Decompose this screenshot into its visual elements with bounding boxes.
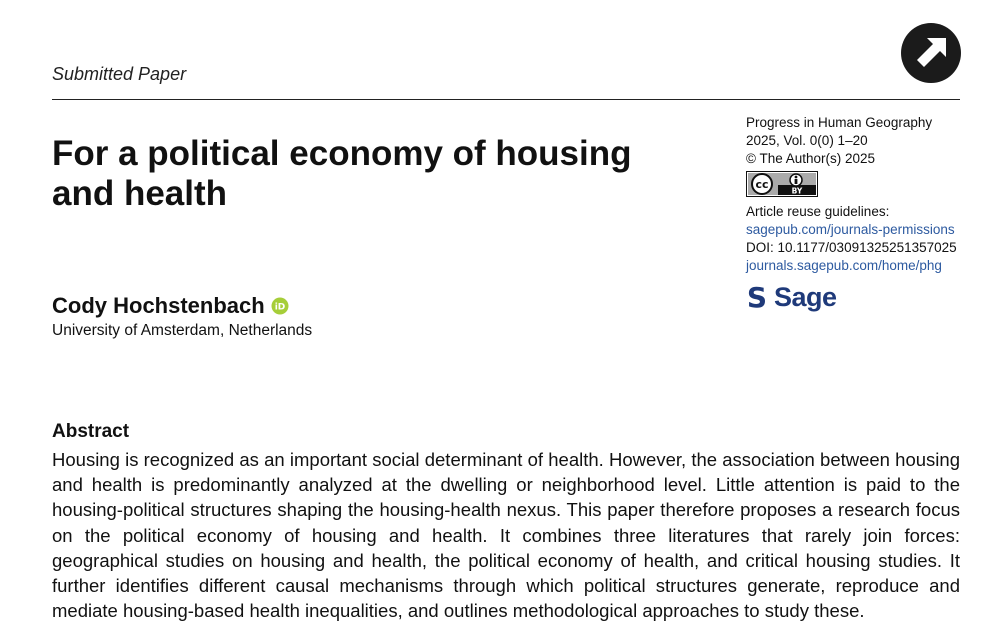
journal-name: Progress in Human Geography: [746, 115, 933, 130]
journal-home-link[interactable]: journals.sagepub.com/home/phg: [746, 258, 942, 273]
reuse-guidelines-label: Article reuse guidelines:: [746, 204, 890, 219]
sage-logo: [746, 283, 996, 311]
sage-wordmark: Sage: [774, 282, 837, 312]
header-divider: [52, 99, 960, 100]
cc-badge-left-text: cc: [755, 178, 769, 191]
abstract-text: Housing is recognized as an important social determinant of health. However, the association between housing and health is predominantly analyzed at the dwelling or neighborhood level. Little attention is paid to the housing-political structures shaping the housing-health nexus. This paper therefore proposes a research focus on the political economy of housing and health. It combines three literatures that rarely join forces: geographical studies on housing and health, the political economy of health, and critical housing studies. It further identifies different causal mechanisms through which political structures generate, reproduce and mediate housing-based health inequalities, and outlines methodological approaches to study these.: [52, 449, 960, 622]
copyright-notice: © The Author(s) 2025: [746, 151, 876, 166]
cc-by-license-icon[interactable]: [746, 171, 818, 197]
doi-text: DOI: 10.1177/03091325251357025: [746, 240, 957, 255]
orcid-icon[interactable]: [271, 297, 289, 315]
sage-mark: S: [746, 283, 768, 311]
cc-badge-right-text: BY: [791, 186, 803, 196]
journal-volume: 2025, Vol. 0(0) 1–20: [746, 133, 868, 148]
reuse-guidelines-link[interactable]: sagepub.com/journals-permissions: [746, 222, 955, 237]
article-meta: [746, 114, 996, 311]
sage-s-icon: [746, 283, 768, 311]
orcid-label: iD: [274, 302, 285, 313]
article-title: For a political economy of housing and health: [52, 134, 632, 213]
author-block: [52, 293, 312, 340]
abstract-heading: Abstract: [52, 421, 130, 442]
paper-type-label: Submitted Paper: [52, 64, 187, 84]
arrow-up-right-circle-icon: [900, 22, 962, 84]
author-name: Cody Hochstenbach: [52, 293, 265, 318]
author-name-row: [52, 293, 289, 319]
author-affiliation: University of Amsterdam, Netherlands: [52, 322, 313, 339]
